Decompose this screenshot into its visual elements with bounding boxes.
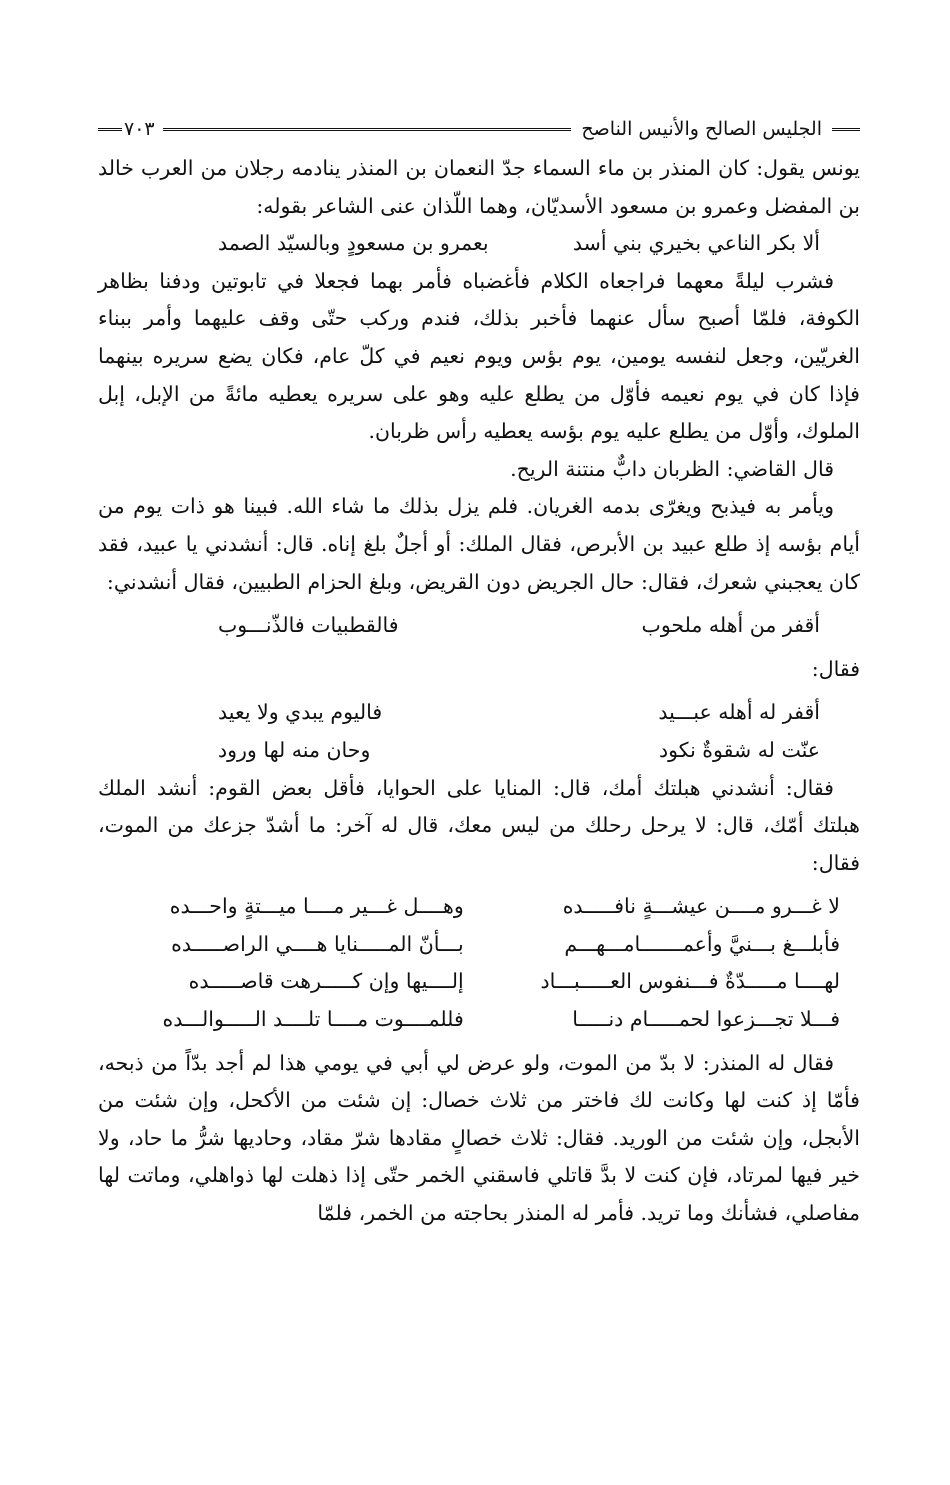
verse-line-4 <box>98 732 860 770</box>
paragraph-2: فشرب ليلةً معهما فراجعاه الكلام فأغضباه فأمر بهما فجعلا في تابوتين ودفنا بظاهر الكوفة، فلمّا أصبح سأل عنهما فأخبر بذلك، فندم وركب حتّى وقف عليهما وأمر ببناء الغريّين، وجعل لنفسه يومين، يوم بؤس ويوم نعيم في كلّ عام، فكان يضع سريره بينهما فإذا كان في يوم نعيمه فأوّل من يطلع عليه وهو على سريره يعطيه مائةً من الإبل، إبل الملوك، وأوّل من يطلع عليه يوم بؤسه يعطيه رأس ظربان. <box>98 268 860 444</box>
poem-4-second-hemistich: فللمــــوت مــــا تلــــد الـــــوالـــده <box>162 1007 464 1032</box>
verse-3-second-hemistich: فاليوم يبدي ولا يعيد <box>218 700 383 725</box>
verse-line-2 <box>98 607 860 645</box>
verse-4-first-hemistich: عنّت له شقوةٌ نكود <box>659 737 820 762</box>
poem-1-second-hemistich: وهــــل غـــير مــــا ميـــتةٍ واحـــده <box>169 894 464 919</box>
header-rule-left <box>98 128 122 131</box>
header-rule-right <box>832 128 860 131</box>
paragraph-7: فقال له المنذر: لا بدّ من الموت، ولو عرض لي أبي في يومي هذا لم أجد بدّاً من ذبحه، فأمّا إذ كنت لها وكانت لك فاختر من ثلاث خصال: إن شئت من الأكحل، وإن شئت من الأبجل، وإن شئت من الوريد. فقال: ثلاث خصالٍ مقادها شرّ مقاد، وحاديها شرُّ ما حاد، ولا خير فيها لمرتاد، فإن كنت لا بدَّ قاتلي فاسقني الخمر حتّى إذا ذهلت لها ذواهلي، وماتت لها مفاصلي، فشأنك وما تريد. فأمر له المنذر بحاجته من الخمر، فلمّا <box>98 1050 860 1226</box>
poem-1-first-hemistich: لا غـــرو مــــن عيشـــةٍ نافـــــده <box>562 894 840 919</box>
book-page <box>98 112 860 1233</box>
paragraph-1: يونس يقول: كان المنذر بن ماء السماء جدّ النعمان بن المنذر ينادمه رجلان من العرب خالد بن المفضل وعمرو بن مسعود الأسديّان، وهما اللّذان عنى الشاعر بقوله: <box>98 156 860 218</box>
verse-1-second-hemistich: بعمرو بن مسعودٍ وبالسيّد الصمد <box>218 231 489 256</box>
paragraph-4: ويأمر به فيذبح ويغرّى بدمه الغريان. فلم يزل بذلك ما شاء الله. فبينا هو ذات يوم من أيام بؤسه إذ طلع عبيد بن الأبرص، فقال الملك: أو أجلٌ بلغ إناه. قال: أنشدني يا عبيد، فقد كان يعجبني شعرك، فقال: حال الجريض دون القريض، وبلغ الحزام الطبيين، فقال أنشدني: <box>98 494 860 594</box>
poem-line-2 <box>98 926 860 964</box>
poem-line-4 <box>98 1001 860 1039</box>
poem-line-1 <box>98 888 860 926</box>
verse-4-second-hemistich: وحان منه لها ورود <box>218 737 371 762</box>
paragraph-5: فقال: <box>811 656 860 681</box>
verse-line-1 <box>98 225 860 263</box>
verse-3-first-hemistich: أقفر له أهله عبـــيد <box>658 700 820 725</box>
page-header <box>98 112 860 146</box>
verse-line-3 <box>98 694 860 732</box>
running-head: الجليس الصالح والأنيس الناصح <box>581 118 822 140</box>
verse-2-second-hemistich: فالقطبيات فالذّنـــوب <box>218 613 399 638</box>
poem-3-second-hemistich: إلــــيها وإن كـــــرهت قاصـــــده <box>188 969 464 994</box>
header-rule-middle <box>163 128 572 131</box>
verse-1-first-hemistich: ألا بكر الناعي بخيري بني أسد <box>572 231 820 256</box>
verse-2-first-hemistich: أقفر من أهله ملحوب <box>641 613 820 638</box>
poem-2-first-hemistich: فأبلـــغ بـــنيَّ وأعمـــــــامـــهـــم <box>564 931 840 956</box>
paragraph-3: قال القاضي: الظربان دابٌّ منتنة الريح. <box>510 456 834 481</box>
poem-4-first-hemistich: فـــلا تجـــزعوا لحمـــــام دنـــــا <box>572 1007 840 1032</box>
poem-3-first-hemistich: لهــــا مـــــدّةٌ فـــنفوس العـــــبـــاد <box>540 969 840 994</box>
paragraph-6: فقال: أنشدني هبلتك أمك، قال: المنايا على الحوايا، فأقل بعض القوم: أنشد الملك هبلتك أمّك، قال: لا يرحل رحلك من ليس معك، قال له آخر: ما أشدّ جزعك من الموت، فقال: <box>98 775 860 875</box>
page-number: ٧٠٣ <box>124 118 155 140</box>
poem-2-second-hemistich: بـــأنّ المـــــنايا هــــي الراصـــــده <box>171 931 464 956</box>
poem-line-3 <box>98 963 860 1001</box>
